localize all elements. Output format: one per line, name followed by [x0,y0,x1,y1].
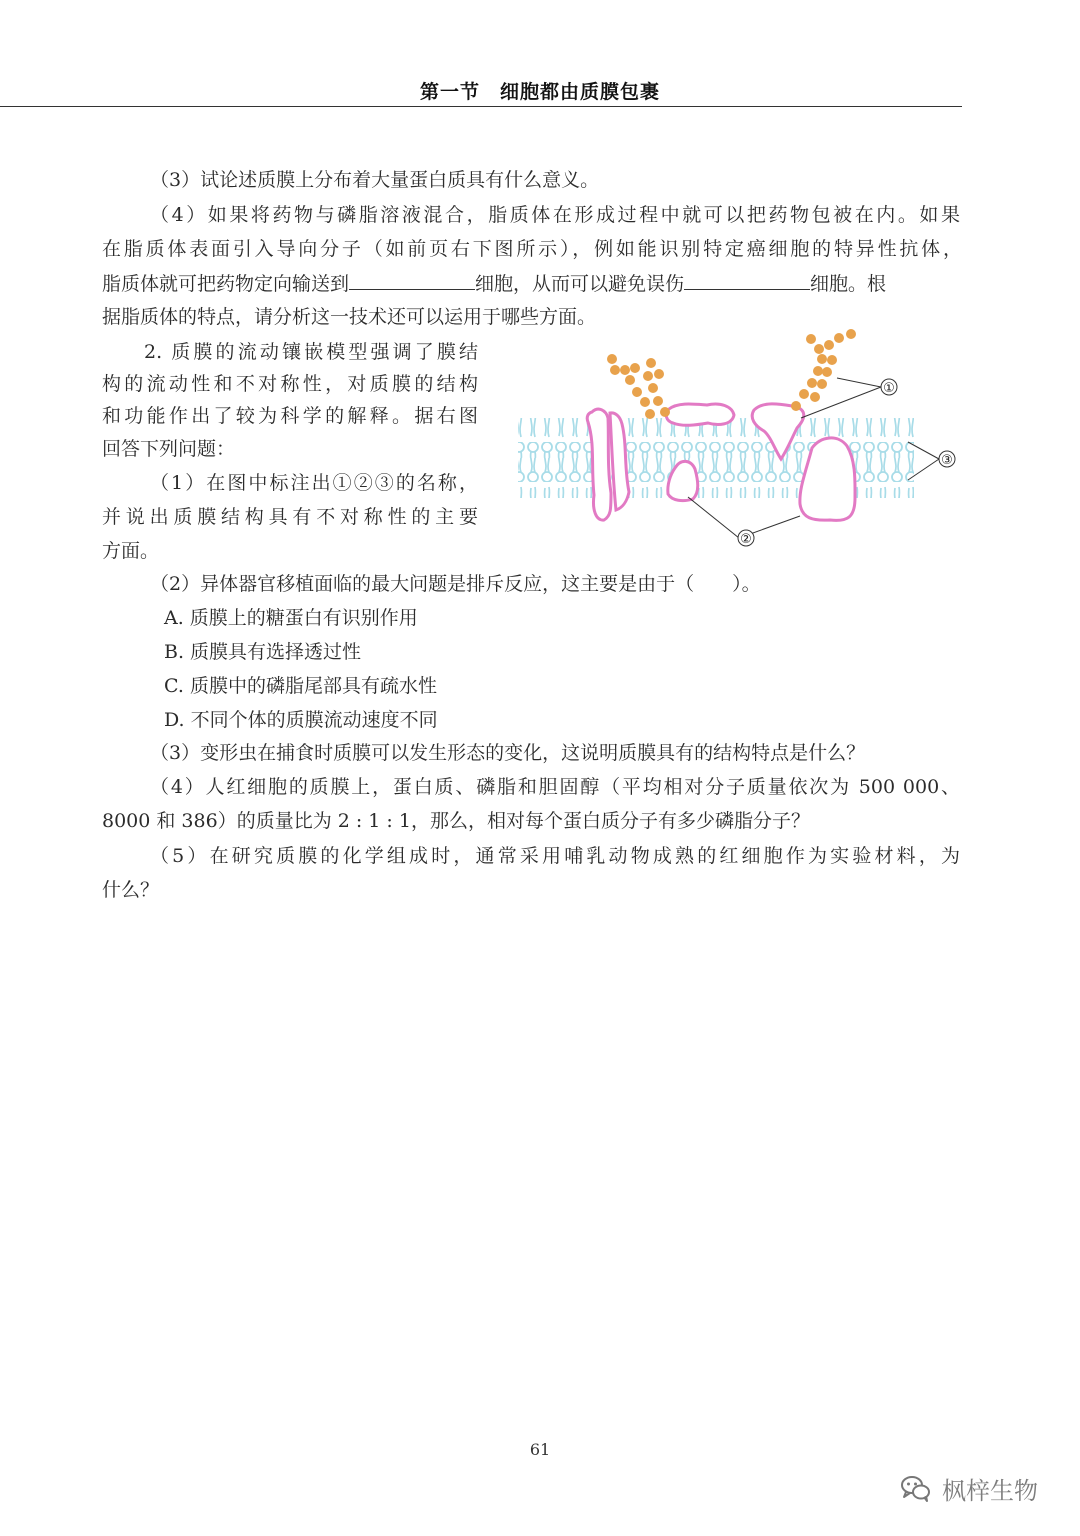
option-d: D. 不同个体的质膜流动速度不同 [164,709,438,731]
label-1: ① [883,381,895,396]
question-1-4-line-4: 据脂质体的特点，请分析这一技术还可以运用于哪些方面。 [102,306,597,328]
question-2-line-3: 和功能作出了较为科学的解释。据右图 [102,405,478,427]
question-2-1-line-2: 并说出质膜结构具有不对称性的主要 [102,506,478,528]
question-2-line-2: 构的流动性和不对称性，对质膜的结构 [102,373,478,395]
question-2-1-line-1: （1）在图中标注出①②③的名称， [150,472,478,494]
header-rule [0,106,962,107]
question-2-4-line-1: （4）人红细胞的质膜上，蛋白质、磷脂和胆固醇（平均相对分子质量依次为 500 000、 [150,776,960,798]
label-3: ③ [941,453,953,468]
question-1-4-line-1: （4）如果将药物与磷脂溶液混合，脂质体在形成过程中就可以把药物包被在内。如果 [150,204,960,226]
wechat-icon [898,1472,934,1504]
account-watermark [898,1468,1038,1508]
answer-blank-2[interactable] [684,271,810,290]
option-c: C. 质膜中的磷脂尾部具有疏水性 [164,675,437,697]
question-2-1-line-3: 方面。 [102,540,160,562]
question-2-line-4: 回答下列问题： [102,438,236,460]
page-number: 61 [529,1440,551,1459]
label-2: ② [740,532,752,547]
fluid-mosaic-membrane-figure [512,322,964,554]
question-1-3: （3）试论述质膜上分布着大量蛋白质具有什么意义。 [150,169,600,191]
question-1-4-text-a: 脂质体就可把药物定向输送到 [102,273,350,295]
option-b: B. 质膜具有选择透过性 [164,641,362,663]
watermark-text: 枫梓生物 [942,1476,1038,1505]
option-a: A. 质膜上的糖蛋白有识别作用 [164,607,418,629]
question-2-5-line-2: 什么？ [102,879,160,901]
page-header-title: 第一节 细胞都由质膜包裹 [419,81,660,103]
sugar-chains [607,329,856,419]
question-2-2: （2）异体器官移植面临的最大问题是排斥反应，这主要是由于（ ）。 [150,573,761,595]
question-2-3: （3）变形虫在捕食时质膜可以发生形态的变化，这说明质膜具有的结构特点是什么？ [150,742,866,764]
question-2-line-1: 2. 质膜的流动镶嵌模型强调了膜结 [144,341,478,363]
question-1-4-text-b: 细胞，从而可以避免误伤 [475,273,685,295]
question-1-4-line-3 [102,271,962,296]
answer-blank-1[interactable] [349,271,475,290]
question-2-5-line-1: （5）在研究质膜的化学组成时，通常采用哺乳动物成熟的红细胞作为实验材料，为 [150,845,960,867]
question-1-4-text-c: 细胞。根 [810,273,887,295]
question-1-4-line-2: 在脂质体表面引入导向分子（如前页右下图所示），例如能识别特定癌细胞的特异性抗体， [102,238,962,260]
question-2-4-line-2: 8000 和 386）的质量比为 2 : 1 : 1，那么，相对每个蛋白质分子有多少磷脂分子？ [102,810,810,832]
